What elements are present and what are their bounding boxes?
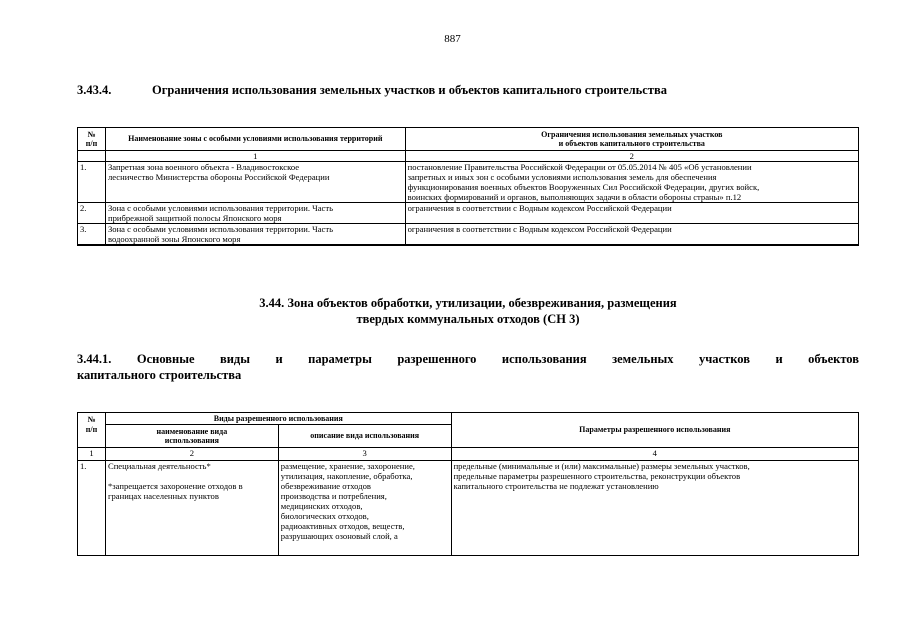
row-desc-line: радиоактивных отходов, веществ, [280,521,405,531]
row-num: 3. [78,224,106,246]
header-kind-name-line: наименование вида [156,426,228,436]
row-zone-line: Зона с особыми условиями использования территории. Часть [107,224,334,234]
row-zone [105,224,405,246]
row-name-line [108,471,276,481]
row-zone-line: Запретная зона военного объекта - Владивостокское [107,162,300,172]
header-num-line: п/п [85,424,98,434]
row-restriction-line: постановление Правительства Российской Федерации от 05.05.2014 № 405 «Об установлении [407,162,752,172]
section-title: Ограничения использования земельных участков и объектов капитального строительства [152,83,667,97]
row-desc-line: размещение, хранение, захоронение, [280,461,415,471]
row-restriction-line: функционирования военных объектов Вооруженных Сил Российской Федерации, других войск, [407,182,760,192]
row-params-line: капитального строительства не подлежат установлению [453,481,659,491]
page-number: 887 [444,33,461,45]
row-desc-line: разрушающих озоновый слой, а [280,531,398,541]
row-desc-line: медицинских отходов, [280,501,363,511]
table-row [78,162,859,203]
subsection-heading [77,351,859,383]
row-zone-line: прибрежной защитной полосы Японского моря [107,213,282,223]
header-num [78,128,106,151]
row-num: 1. [78,162,106,203]
header-num-line: п/п [85,139,98,148]
header-zone: Наименование зоны с особыми условиями использования территорий [105,128,405,151]
row-zone-line: водоохранной зоны Японского моря [107,234,241,244]
permitted-use-table [77,412,859,556]
row-zone-line: лесничество Министерства обороны Российской Федерации [107,172,330,182]
zone-title-line: твердых коммунальных отходов (СН 3) [356,312,580,326]
row-desc-line: биологических отходов, [280,511,369,521]
header-restrictions-line: и объектов капитального строительства [558,139,705,148]
row-name-line: Специальная деятельность* [107,461,211,471]
col-number-cell: 1 [78,448,106,461]
row-desc [278,461,451,556]
row-num: 1. [78,461,106,556]
row-name-line: границах населенных пунктов [107,491,219,501]
section-number: 3.43.4. [77,83,112,97]
subsection-heading-line: 3.44.1. Основные виды и параметры разрешенного использования земельных участков и объектов [77,352,859,366]
row-name-line: *запрещается захоронение отходов в [107,481,243,491]
column-number-row [78,448,859,461]
row-desc-line: производства и потребления, [280,491,387,501]
col-number-cell: 4 [451,448,858,461]
col-number-cell: 2 [105,448,278,461]
table-header-row [78,413,859,425]
zone-title-line: 3.44. Зона объектов обработки, утилизации, обезвреживания, размещения [259,296,677,310]
row-params [451,461,858,556]
header-restrictions-line: Ограничения использования земельных участков [541,129,723,139]
header-num-line: № [87,129,96,139]
row-restriction: ограничения в соответствии с Водным кодексом Российской Федерации [405,224,858,246]
col-number-cell: 3 [278,448,451,461]
row-restriction [405,162,858,203]
header-num [78,413,106,448]
subsection-heading-line: капитального строительства [77,368,242,382]
col-number-cell [78,151,106,162]
row-restriction: ограничения в соответствии с Водным кодексом Российской Федерации [405,203,858,224]
header-num-line: № [87,415,96,424]
column-number-row [78,151,859,162]
table-row [78,224,859,246]
col-number-cell: 1 [105,151,405,162]
row-zone [105,203,405,224]
row-restriction-line: воинских формирований и органов, выполняющих задачи в области обороны страны» п.12 [407,192,742,202]
table-header-row [78,128,859,151]
table-row [78,203,859,224]
col-number-cell: 2 [405,151,858,162]
row-desc-line: обезвреживание отходов [280,481,371,491]
row-num: 2. [78,203,106,224]
row-zone-line: Зона с особыми условиями использования территории. Часть [107,203,334,213]
header-params: Параметры разрешенного использования [451,413,858,448]
restrictions-table [77,127,859,246]
row-params-line: предельные параметры разрешенного строительства, реконструкции объектов [453,471,741,481]
zone-title [77,295,859,327]
header-kind-name [105,425,278,448]
row-restriction-line: запретных и иных зон с особыми условиями использования земель для обеспечения [407,172,717,182]
row-params-line: предельные (минимальные и (или) максимальные) размеры земельных участков, [453,461,750,471]
row-zone [105,162,405,203]
header-kind-name-line: использования [164,436,219,445]
header-kinds: Виды разрешенного использования [105,413,451,425]
row-name [105,461,278,556]
row-desc-line: утилизация, накопление, обработка, [280,471,413,481]
table-row [78,461,859,556]
header-kind-desc: описание вида использования [278,425,451,448]
header-restrictions [405,128,858,151]
